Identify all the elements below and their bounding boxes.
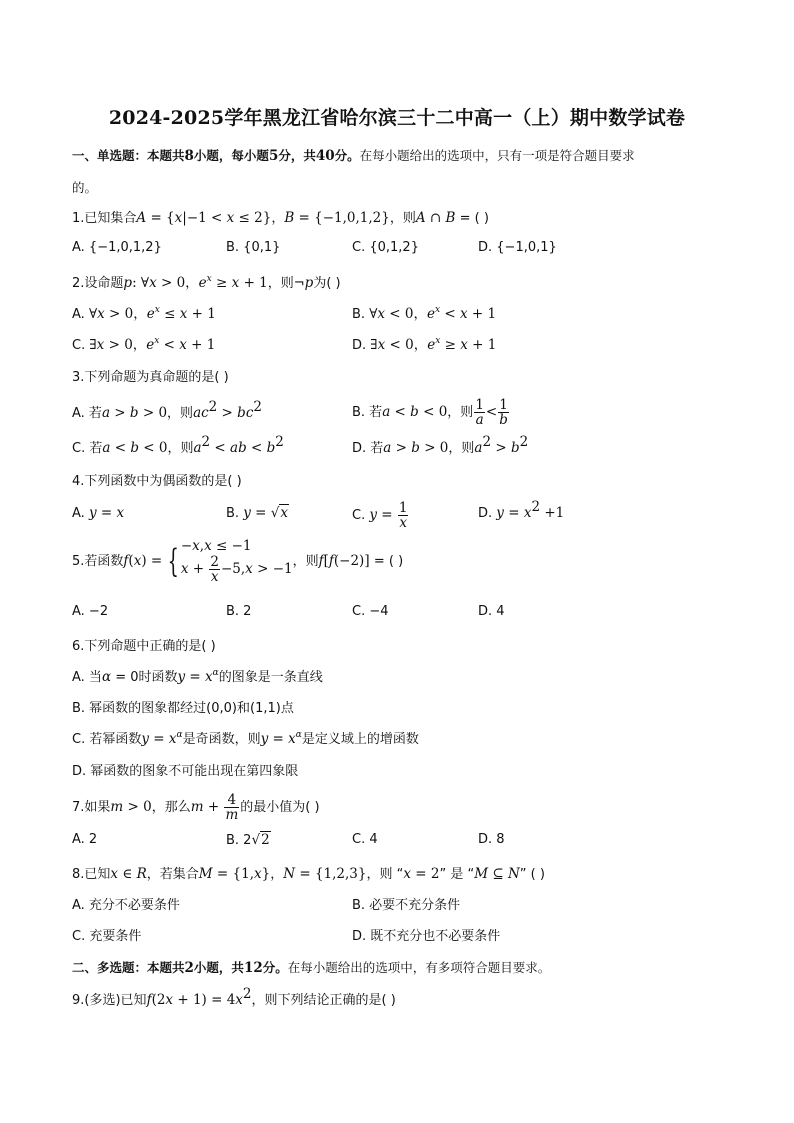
q5-option-c[interactable]: C. −4 xyxy=(352,604,389,619)
q1-option-c[interactable]: C. {0,1,2} xyxy=(352,240,419,255)
q5-option-b[interactable]: B. 2 xyxy=(226,604,252,619)
question-4: 4.下列函数中为偶函数的是( ) xyxy=(72,474,242,489)
q4-option-d[interactable]: D. $y = x^2 +1$ xyxy=(478,499,565,521)
question-7: 7.如果m > 0，那么m + $\frac{4}{m}$ 的最小值为( ) xyxy=(72,792,320,824)
q8-option-c[interactable]: C. 充要条件 xyxy=(72,929,142,944)
question-6: 6.下列命题中正确的是( ) xyxy=(72,639,216,654)
q1-option-b[interactable]: B. {0,1} xyxy=(226,240,281,255)
q3-option-b[interactable]: B. 若a < b < 0，则 $\frac{1}{a}$ < $\frac{1}{b}$ xyxy=(352,397,508,429)
question-2: 2.设命题p: ∀x > 0，$e^x \ge x + 1$，则¬p为( ) xyxy=(72,274,341,291)
q3-option-a[interactable]: A. 若a > b > 0，则$ac^2 > bc^2$ xyxy=(72,399,262,421)
q2-option-b[interactable]: B. ∀x < 0，$e^x < x + 1$ xyxy=(352,305,497,322)
q3-option-d[interactable]: D. 若a > b > 0，则$a^2 > b^2$ xyxy=(352,434,529,456)
question-9: 9.(多选)已知$f(2x + 1) = 4x^2$，则下列结论正确的是( ) xyxy=(72,986,396,1008)
exam-title: 2024-2025学年黑龙江省哈尔滨三十二中高一（上）期中数学试卷 xyxy=(108,107,686,129)
q6-option-d[interactable]: D. 幂函数的图象不可能出现在第四象限 xyxy=(72,764,299,779)
q7-option-a[interactable]: A. 2 xyxy=(72,832,98,847)
q3-option-c[interactable]: C. 若a < b < 0，则$a^2$ < ab < $b^2$ xyxy=(72,434,284,456)
q5-option-d[interactable]: D. 4 xyxy=(478,604,505,619)
q6-option-b[interactable]: B. 幂函数的图象都经过(0,0)和(1,1)点 xyxy=(72,701,294,716)
q5-option-a[interactable]: A. −2 xyxy=(72,604,109,619)
q4-option-a[interactable]: A. y = x xyxy=(72,505,125,521)
q4-option-c[interactable]: C. y = $\frac{1}{x}$ xyxy=(352,500,408,532)
q7-option-d[interactable]: D. 8 xyxy=(478,832,505,847)
q1-option-a[interactable]: A. {−1,0,1,2} xyxy=(72,240,162,255)
section1-header-wrap: 的。 xyxy=(72,180,98,195)
q2-option-a[interactable]: A. ∀x > 0，$e^x \le x + 1$ xyxy=(72,305,216,322)
q6-option-a[interactable]: A. 当α = 0时函数$y = x^\alpha$的图象是一条直线 xyxy=(72,668,323,685)
q7-option-c[interactable]: C. 4 xyxy=(352,832,378,847)
section1-header: 一、单选题：本题共8小题，每小题5分，共40分。在每小题给出的选项中，只有一项是符合题目要求 xyxy=(72,148,635,164)
q2-option-c[interactable]: C. ∃x > 0，$e^x < x + 1$ xyxy=(72,336,216,353)
q8-option-a[interactable]: A. 充分不必要条件 xyxy=(72,898,180,913)
q4-option-b[interactable]: B. y = √x xyxy=(226,505,288,521)
q8-option-b[interactable]: B. 必要不充分条件 xyxy=(352,898,461,913)
q6-option-c[interactable]: C. 若幂函数$y = x^\alpha$是奇函数，则$y = x^\alpha$是定义域上的增函数 xyxy=(72,730,419,747)
question-3: 3.下列命题为真命题的是( ) xyxy=(72,370,229,385)
q8-option-d[interactable]: D. 既不充分也不必要条件 xyxy=(352,929,501,944)
question-5: 5.若函数f(x) = { −x,x ≤ −1 x + $\frac{2}{x}$ −5,x > −1，则f[f(−2)] = ( ) xyxy=(72,538,404,586)
question-1: 1.已知集合A = {x|−1 < x ≤ 2}，B = {−1,0,1,2}，则A ∩ B = ( ) xyxy=(72,210,489,226)
q1-option-d[interactable]: D. {−1,0,1} xyxy=(478,240,557,255)
question-8: 8.已知x ∈ R，若集合M = {1,x}，N = {1,2,3}，则 “x = 2” 是 “M ⊆ N” ( ) xyxy=(72,866,545,882)
section2-header: 二、多选题：本题共2小题，共12分。在每小题给出的选项中，有多项符合题目要求。 xyxy=(72,960,551,976)
q2-option-d[interactable]: D. ∃x < 0，$e^x \ge x + 1$ xyxy=(352,336,497,353)
q7-option-b[interactable]: B. 2√2 xyxy=(226,832,270,848)
